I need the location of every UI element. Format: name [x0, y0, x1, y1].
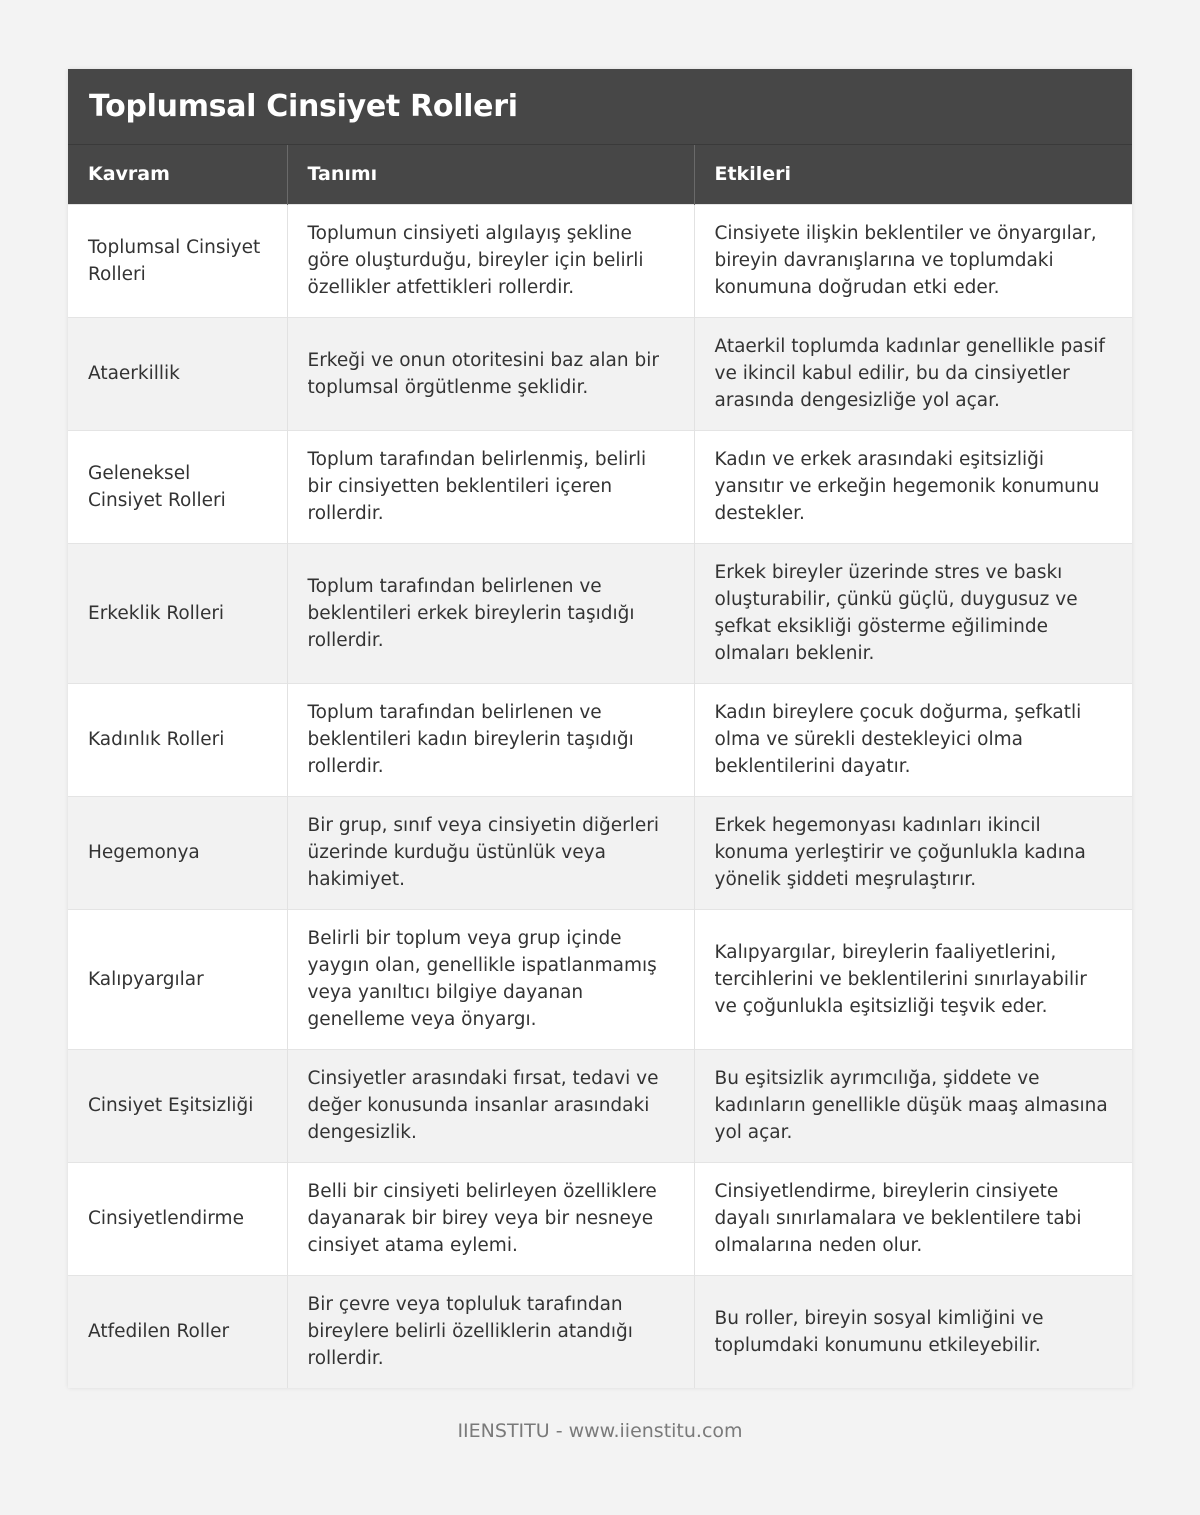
cell-kavram: Toplumsal Cinsiyet Rolleri: [68, 204, 287, 317]
table-row: [68, 204, 1132, 317]
cell-kavram: Geleneksel Cinsiyet Rolleri: [68, 430, 287, 543]
cell-kavram: Erkeklik Rolleri: [68, 543, 287, 683]
table-row: [68, 543, 1132, 683]
column-header-kavram: Kavram: [68, 145, 287, 204]
cell-etki: Cinsiyetlendirme, bireylerin cinsiyete dayalı sınırlamalara ve beklentilere tabi olmalarına neden olur.: [694, 1162, 1132, 1275]
cell-tanim: Belli bir cinsiyeti belirleyen özelliklere dayanarak bir birey veya bir nesneye cinsiyet atama eylemi.: [287, 1162, 694, 1275]
cell-etki: Ataerkil toplumda kadınlar genellikle pasif ve ikincil kabul edilir, bu da cinsiyetler arasında dengesizliğe yol açar.: [694, 317, 1132, 430]
table-row: [68, 683, 1132, 796]
cell-tanim: Toplumun cinsiyeti algılayış şekline göre oluşturduğu, bireyler için belirli özellikler atfettikleri rollerdir.: [287, 204, 694, 317]
cell-kavram: Cinsiyet Eşitsizliği: [68, 1049, 287, 1162]
table-card: [68, 69, 1132, 1388]
cell-etki: Bu roller, bireyin sosyal kimliğini ve toplumdaki konumunu etkileyebilir.: [694, 1275, 1132, 1388]
cell-tanim: Cinsiyetler arasındaki fırsat, tedavi ve değer konusunda insanlar arasındaki dengesizlik.: [287, 1049, 694, 1162]
cell-tanim: Belirli bir toplum veya grup içinde yaygın olan, genellikle ispatlanmamış veya yanıltıcı bilgiye dayanan genelleme veya önyargı.: [287, 909, 694, 1049]
concepts-table: [68, 145, 1132, 1388]
table-row: [68, 430, 1132, 543]
table-row: [68, 796, 1132, 909]
cell-etki: Cinsiyete ilişkin beklentiler ve önyargılar, bireyin davranışlarına ve toplumdaki konumuna doğrudan etki eder.: [694, 204, 1132, 317]
cell-etki: Kadın bireylere çocuk doğurma, şefkatli olma ve sürekli destekleyici olma beklentilerini dayatır.: [694, 683, 1132, 796]
cell-etki: Bu eşitsizlik ayrımcılığa, şiddete ve kadınların genellikle düşük maaş almasına yol açar.: [694, 1049, 1132, 1162]
cell-kavram: Cinsiyetlendirme: [68, 1162, 287, 1275]
cell-tanim: Bir çevre veya topluluk tarafından bireylere belirli özelliklerin atandığı rollerdir.: [287, 1275, 694, 1388]
cell-kavram: Kadınlık Rolleri: [68, 683, 287, 796]
cell-kavram: Hegemonya: [68, 796, 287, 909]
column-header-tanimi: Tanımı: [287, 145, 694, 204]
table-row: [68, 909, 1132, 1049]
cell-tanim: Toplum tarafından belirlenen ve beklentileri erkek bireylerin taşıdığı rollerdir.: [287, 543, 694, 683]
cell-tanim: Toplum tarafından belirlenmiş, belirli bir cinsiyetten beklentileri içeren rollerdir.: [287, 430, 694, 543]
title-bar: [68, 69, 1132, 145]
table-row: [68, 317, 1132, 430]
page-title: Toplumsal Cinsiyet Rolleri: [89, 89, 518, 124]
table-row: [68, 1275, 1132, 1388]
table-row: [68, 1162, 1132, 1275]
cell-tanim: Erkeği ve onun otoritesini baz alan bir toplumsal örgütlenme şeklidir.: [287, 317, 694, 430]
footer-credit: IIENSTITU - www.iienstitu.com: [457, 1420, 743, 1442]
cell-tanim: Bir grup, sınıf veya cinsiyetin diğerleri üzerinde kurduğu üstünlük veya hakimiyet.: [287, 796, 694, 909]
cell-etki: Erkek bireyler üzerinde stres ve baskı oluşturabilir, çünkü güçlü, duygusuz ve şefkat eksikliği gösterme eğiliminde olmaları beklenir.: [694, 543, 1132, 683]
cell-kavram: Kalıpyargılar: [68, 909, 287, 1049]
table-row: [68, 1049, 1132, 1162]
cell-kavram: Atfedilen Roller: [68, 1275, 287, 1388]
cell-tanim: Toplum tarafından belirlenen ve beklentileri kadın bireylerin taşıdığı rollerdir.: [287, 683, 694, 796]
cell-etki: Kalıpyargılar, bireylerin faaliyetlerini, tercihlerini ve beklentilerini sınırlayabilir ve çoğunlukla eşitsizliği teşvik eder.: [694, 909, 1132, 1049]
table-header-row: [68, 145, 1132, 204]
cell-etki: Erkek hegemonyası kadınları ikincil konuma yerleştirir ve çoğunlukla kadına yönelik şiddeti meşrulaştırır.: [694, 796, 1132, 909]
cell-etki: Kadın ve erkek arasındaki eşitsizliği yansıtır ve erkeğin hegemonik konumunu destekler.: [694, 430, 1132, 543]
column-header-etkileri: Etkileri: [714, 163, 791, 186]
cell-kavram: Ataerkillik: [68, 317, 287, 430]
